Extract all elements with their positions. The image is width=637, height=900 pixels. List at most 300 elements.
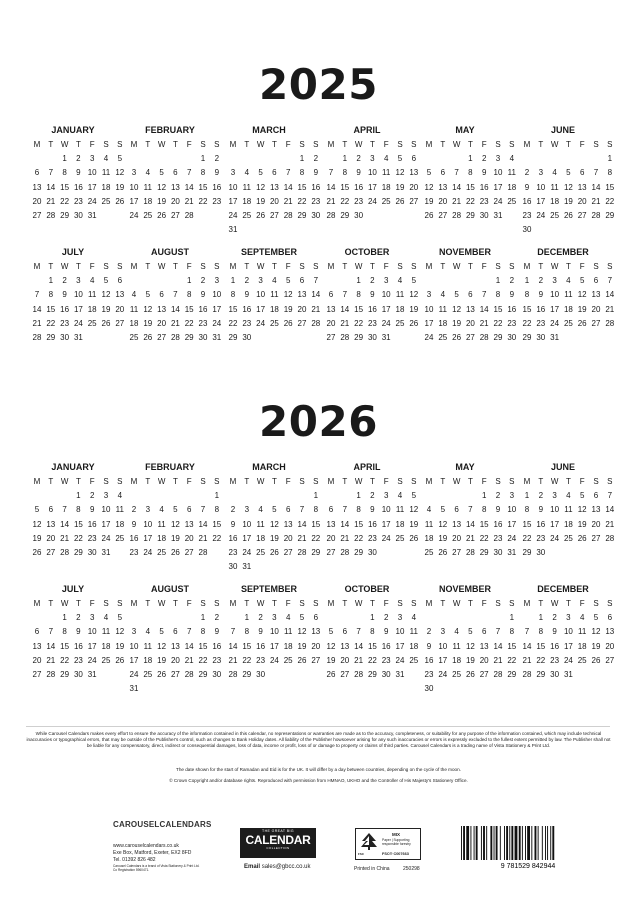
day-cell: 7 <box>524 627 530 637</box>
day-cell: 19 <box>157 655 167 665</box>
day-cell: 16 <box>60 304 70 314</box>
day-cell: 8 <box>356 505 361 515</box>
day-cell: 10 <box>493 168 503 178</box>
day-cell: 19 <box>395 182 405 192</box>
day-cell: 5 <box>440 505 446 515</box>
day-cell: 31 <box>381 333 391 342</box>
day-cell: 5 <box>426 168 432 178</box>
day-cell: 26 <box>115 196 125 206</box>
weekday-header: T <box>145 599 151 608</box>
day-cell: 7 <box>48 168 54 178</box>
day-cell: 30 <box>536 333 546 342</box>
day-cell: 13 <box>297 290 307 300</box>
day-cell: 20 <box>605 641 615 651</box>
day-cell: 27 <box>32 670 42 679</box>
day-cell: 24 <box>256 318 266 328</box>
isbn-barcode <box>459 826 597 870</box>
day-cell: 24 <box>129 211 139 220</box>
day-cell: 4 <box>103 613 109 623</box>
day-cell: 14 <box>591 182 601 192</box>
weekday-header: W <box>354 477 363 486</box>
day-cell: 16 <box>212 641 222 651</box>
weekday-header: S <box>200 599 206 608</box>
day-cell: 13 <box>479 641 489 651</box>
weekday-header: T <box>244 262 250 271</box>
day-cell: 5 <box>159 627 164 637</box>
day-cell: 1 <box>214 491 220 501</box>
day-cell: 6 <box>593 491 599 501</box>
day-cell: 29 <box>297 211 307 220</box>
day-cell: 22 <box>242 655 252 665</box>
day-cell: 25 <box>550 211 560 220</box>
day-cell: 4 <box>145 168 151 178</box>
day-cell: 13 <box>32 182 42 192</box>
day-cell: 5 <box>579 491 585 501</box>
day-cell: 26 <box>101 318 111 328</box>
day-cell: 16 <box>129 533 139 543</box>
day-cell: 16 <box>493 519 503 529</box>
day-cell: 8 <box>200 627 206 637</box>
day-cell: 18 <box>143 655 153 665</box>
barcode-number: 9 781529 842944 <box>500 863 556 870</box>
day-cell: 2 <box>200 276 206 286</box>
day-cell: 5 <box>411 276 417 286</box>
day-cell: 23 <box>87 533 97 543</box>
day-cell: 18 <box>550 196 560 206</box>
weekday-header: T <box>440 599 446 608</box>
weekday-header: T <box>538 477 544 486</box>
weekday-header: T <box>342 262 348 271</box>
weekday-header: S <box>117 262 123 271</box>
day-cell: 23 <box>367 318 377 328</box>
day-cell: 30 <box>198 333 208 342</box>
day-cell: 12 <box>143 304 153 314</box>
day-cell: 17 <box>101 519 111 529</box>
day-cell: 11 <box>115 505 124 515</box>
day-cell: 7 <box>34 290 40 300</box>
day-cell: 3 <box>230 168 236 178</box>
day-cell: 15 <box>605 182 615 192</box>
day-cell: 4 <box>103 154 109 164</box>
day-cell: 23 <box>60 318 70 328</box>
day-cell: 2 <box>214 613 220 623</box>
day-cell: 24 <box>550 533 560 543</box>
day-cell: 17 <box>143 533 153 543</box>
day-cell: 1 <box>76 491 81 501</box>
day-cell: 11 <box>395 290 405 300</box>
day-cell: 5 <box>566 168 571 178</box>
day-cell: 29 <box>198 670 208 679</box>
weekday-header: F <box>186 477 192 486</box>
weekday-header: S <box>607 140 613 149</box>
day-cell: 28 <box>184 670 194 679</box>
day-cell: 15 <box>60 641 70 651</box>
day-cell: 22 <box>212 533 222 543</box>
day-cell: 27 <box>157 333 167 342</box>
day-cell: 8 <box>76 505 81 515</box>
day-cell: 2 <box>538 491 544 501</box>
day-cell: 14 <box>283 182 293 192</box>
day-cell: 29 <box>479 548 489 557</box>
weekday-header: M <box>425 262 433 271</box>
copyright-note: © Crown Copyright and/or database rights. Reproduced with permission from HMNAO, UKHO and the Controller of His Majesty's Stationery Office. <box>169 778 468 783</box>
weekday-header: S <box>299 262 305 271</box>
day-cell: 15 <box>367 641 377 651</box>
day-cell: 10 <box>101 505 111 515</box>
day-cell: 12 <box>563 182 573 192</box>
day-cell: 25 <box>424 548 434 557</box>
day-cell: 12 <box>115 627 125 637</box>
day-cell: 17 <box>212 304 222 314</box>
day-cell: 24 <box>242 548 252 557</box>
day-cell: 15 <box>522 304 532 314</box>
day-cell: 8 <box>214 505 220 515</box>
weekday-header: F <box>579 599 585 608</box>
weekday-header: S <box>397 262 403 271</box>
day-cell: 8 <box>524 505 530 515</box>
day-cell: 16 <box>367 304 377 314</box>
day-cell: 13 <box>170 641 180 651</box>
day-cell: 5 <box>411 491 417 501</box>
day-cell: 9 <box>200 290 206 300</box>
day-cell: 8 <box>244 627 250 637</box>
day-cell: 24 <box>129 670 139 679</box>
day-cell: 8 <box>481 505 487 515</box>
day-cell: 28 <box>522 670 532 679</box>
day-cell: 8 <box>299 168 305 178</box>
day-cell: 21 <box>228 655 238 665</box>
day-cell: 21 <box>340 318 350 328</box>
weekday-header: W <box>157 599 166 608</box>
day-cell: 24 <box>563 655 573 665</box>
day-cell: 2 <box>313 154 319 164</box>
day-cell: 19 <box>577 519 587 529</box>
day-cell: 4 <box>258 505 263 515</box>
weekday-header: S <box>411 262 417 271</box>
day-cell: 4 <box>454 627 459 637</box>
weekday-header: T <box>467 477 473 486</box>
day-cell: 22 <box>507 655 517 665</box>
day-cell: 4 <box>159 505 164 515</box>
day-cell: 27 <box>269 211 279 220</box>
day-cell: 10 <box>129 182 139 192</box>
day-cell: 1 <box>186 276 192 286</box>
day-cell: 9 <box>76 168 81 178</box>
day-cell: 24 <box>381 318 391 328</box>
day-cell: 29 <box>522 548 532 557</box>
day-cell: 6 <box>34 627 40 637</box>
day-cell: 4 <box>117 491 123 501</box>
weekday-header: F <box>383 477 389 486</box>
month-name: FEBRUARY <box>145 462 195 472</box>
month-name: AUGUST <box>151 584 189 594</box>
day-cell: 27 <box>605 655 615 665</box>
day-cell: 10 <box>212 290 222 300</box>
day-cell: 5 <box>117 154 123 164</box>
day-cell: 7 <box>454 168 459 178</box>
day-cell: 28 <box>46 211 56 220</box>
day-cell: 23 <box>536 533 546 543</box>
weekday-header: F <box>481 599 487 608</box>
day-cell: 17 <box>73 304 83 314</box>
weekday-header: T <box>467 140 473 149</box>
day-cell: 28 <box>311 318 321 328</box>
day-cell: 28 <box>198 548 208 557</box>
day-cell: 22 <box>479 533 489 543</box>
weekday-header: T <box>75 140 81 149</box>
day-cell: 12 <box>452 304 462 314</box>
day-cell: 28 <box>465 548 475 557</box>
day-cell: 24 <box>381 533 391 543</box>
weekday-header: W <box>60 477 69 486</box>
day-cell: 8 <box>538 627 544 637</box>
day-cell: 12 <box>409 505 419 515</box>
day-cell: 10 <box>87 627 97 637</box>
month-name: APRIL <box>353 462 381 472</box>
day-cell: 13 <box>170 182 180 192</box>
print-code: 250298 <box>403 866 420 872</box>
day-cell: 6 <box>593 276 599 286</box>
weekday-header: S <box>103 599 109 608</box>
day-cell: 9 <box>356 168 361 178</box>
day-cell: 30 <box>60 333 70 342</box>
day-cell: 14 <box>465 519 475 529</box>
weekday-header: W <box>60 599 69 608</box>
day-cell: 28 <box>452 211 462 220</box>
day-cell: 18 <box>395 304 405 314</box>
weekday-header: M <box>130 477 138 486</box>
day-cell: 17 <box>507 519 517 529</box>
barcode-icon <box>459 826 597 870</box>
weekday-header: T <box>244 599 250 608</box>
day-cell: 13 <box>577 182 587 192</box>
day-cell: 13 <box>340 641 350 651</box>
day-cell: 6 <box>34 168 40 178</box>
day-cell: 30 <box>493 548 503 557</box>
day-cell: 18 <box>87 304 97 314</box>
weekday-header: F <box>89 599 95 608</box>
weekday-header: T <box>48 599 54 608</box>
day-cell: 20 <box>32 655 42 665</box>
day-cell: 26 <box>143 333 153 342</box>
weekday-header: M <box>523 477 531 486</box>
day-cell: 13 <box>605 627 615 637</box>
day-cell: 21 <box>283 196 293 206</box>
day-cell: 28 <box>326 211 336 220</box>
day-cell: 4 <box>89 276 95 286</box>
day-cell: 26 <box>170 548 180 557</box>
day-cell: 23 <box>522 211 532 220</box>
day-cell: 3 <box>383 276 389 286</box>
day-cell: 19 <box>452 318 462 328</box>
day-cell: 9 <box>62 290 67 300</box>
day-cell: 25 <box>269 318 279 328</box>
day-cell: 3 <box>258 276 263 286</box>
day-cell: 18 <box>577 641 587 651</box>
weekday-header: T <box>244 477 250 486</box>
weekday-header: M <box>130 140 138 149</box>
day-cell: 15 <box>46 304 56 314</box>
weekday-header: F <box>186 140 192 149</box>
day-cell: 5 <box>34 505 40 515</box>
day-cell: 16 <box>311 182 321 192</box>
weekday-header: T <box>538 262 544 271</box>
day-cell: 25 <box>256 548 266 557</box>
day-cell: 31 <box>87 211 97 220</box>
email-address: sales@gbcc.co.uk <box>261 864 311 870</box>
day-cell: 27 <box>326 333 336 342</box>
day-cell: 24 <box>367 196 377 206</box>
day-cell: 17 <box>563 641 573 651</box>
day-cell: 26 <box>157 211 167 220</box>
day-cell: 1 <box>230 276 236 286</box>
day-cell: 23 <box>479 196 489 206</box>
day-cell: 21 <box>170 318 180 328</box>
weekday-header: W <box>550 477 559 486</box>
day-cell: 2 <box>230 505 236 515</box>
day-cell: 11 <box>256 519 265 529</box>
day-cell: 16 <box>198 304 208 314</box>
weekday-header: T <box>271 477 277 486</box>
day-cell: 21 <box>605 519 615 529</box>
weekday-header: S <box>117 477 123 486</box>
day-cell: 27 <box>184 548 194 557</box>
day-cell: 23 <box>311 196 321 206</box>
day-cell: 5 <box>272 505 277 515</box>
day-cell: 9 <box>426 641 432 651</box>
weekday-header: F <box>89 262 95 271</box>
day-cell: 9 <box>131 519 137 529</box>
day-cell: 13 <box>184 519 194 529</box>
weekday-header: F <box>186 262 192 271</box>
weekday-header: W <box>157 140 166 149</box>
month-name: JULY <box>61 584 85 594</box>
day-cell: 23 <box>129 548 139 557</box>
weekday-header: T <box>172 140 178 149</box>
day-cell: 30 <box>228 562 238 572</box>
day-cell: 26 <box>269 548 279 557</box>
day-cell: 9 <box>214 168 220 178</box>
day-cell: 29 <box>367 670 377 679</box>
day-cell: 4 <box>426 505 432 515</box>
weekday-header: M <box>33 140 41 149</box>
day-cell: 24 <box>507 533 517 543</box>
weekday-header: S <box>593 477 599 486</box>
day-cell: 11 <box>424 519 434 529</box>
weekday-header: T <box>75 599 81 608</box>
day-cell: 14 <box>32 304 42 314</box>
day-cell: 20 <box>591 519 601 529</box>
day-cell: 29 <box>228 333 238 342</box>
day-cell: 26 <box>424 211 434 220</box>
weekday-header: F <box>285 477 291 486</box>
day-cell: 30 <box>212 670 222 679</box>
day-cell: 6 <box>117 276 123 286</box>
day-cell: 3 <box>397 613 403 623</box>
day-cell: 13 <box>46 519 56 529</box>
day-cell: 20 <box>46 533 56 543</box>
weekday-header: S <box>509 140 515 149</box>
day-cell: 8 <box>200 168 206 178</box>
fsc-logo <box>355 828 421 860</box>
day-cell: 15 <box>297 182 307 192</box>
day-cell: 22 <box>536 655 546 665</box>
day-cell: 6 <box>468 290 473 300</box>
day-cell: 20 <box>452 533 462 543</box>
fsc-mix: MIX <box>392 832 401 837</box>
day-cell: 31 <box>129 684 139 694</box>
day-cell: 27 <box>465 333 475 342</box>
day-cell: 16 <box>87 519 97 529</box>
day-cell: 16 <box>536 519 546 529</box>
day-cell: 17 <box>269 641 279 651</box>
day-cell: 4 <box>397 276 403 286</box>
day-cell: 8 <box>186 290 192 300</box>
weekday-header: S <box>103 262 109 271</box>
weekday-header: S <box>299 477 305 486</box>
day-cell: 31 <box>212 333 222 342</box>
day-cell: 17 <box>87 641 97 651</box>
day-cell: 12 <box>577 290 587 300</box>
day-cell: 15 <box>242 641 252 651</box>
day-cell: 27 <box>340 670 350 679</box>
weekday-header: T <box>565 477 571 486</box>
weekday-header: M <box>327 140 335 149</box>
day-cell: 27 <box>46 548 56 557</box>
day-cell: 25 <box>563 533 573 543</box>
day-cell: 12 <box>170 519 180 529</box>
month-name: NOVEMBER <box>438 247 491 257</box>
month-name: SEPTEMBER <box>240 247 297 257</box>
day-cell: 25 <box>395 318 405 328</box>
day-cell: 14 <box>326 182 336 192</box>
day-cell: 10 <box>563 627 573 637</box>
day-cell: 23 <box>212 655 222 665</box>
day-cell: 25 <box>381 196 391 206</box>
day-cell: 11 <box>143 182 152 192</box>
day-cell: 12 <box>591 627 601 637</box>
weekday-header: T <box>145 140 151 149</box>
publisher-address: Exe Box, Matford, Exeter, EX2 8FD <box>113 850 192 856</box>
day-cell: 11 <box>242 182 251 192</box>
day-cell: 26 <box>32 548 42 557</box>
day-cell: 27 <box>326 548 336 557</box>
month-name: SEPTEMBER <box>240 584 297 594</box>
day-cell: 31 <box>101 548 111 557</box>
weekday-header: F <box>579 140 585 149</box>
weekday-header: S <box>313 140 319 149</box>
day-cell: 5 <box>397 154 403 164</box>
weekday-header: M <box>327 262 335 271</box>
day-cell: 22 <box>198 196 208 206</box>
day-cell: 7 <box>285 168 291 178</box>
day-cell: 9 <box>214 627 220 637</box>
weekday-header: T <box>172 262 178 271</box>
day-cell: 25 <box>507 196 517 206</box>
day-cell: 7 <box>200 505 206 515</box>
day-cell: 21 <box>479 318 489 328</box>
day-cell: 4 <box>272 276 277 286</box>
day-cell: 18 <box>507 182 517 192</box>
day-cell: 11 <box>409 627 418 637</box>
day-cell: 16 <box>550 641 560 651</box>
day-cell: 17 <box>395 641 405 651</box>
day-cell: 14 <box>340 519 350 529</box>
day-cell: 19 <box>297 641 307 651</box>
weekday-header: W <box>452 140 461 149</box>
day-cell: 23 <box>73 655 83 665</box>
day-cell: 22 <box>522 318 532 328</box>
